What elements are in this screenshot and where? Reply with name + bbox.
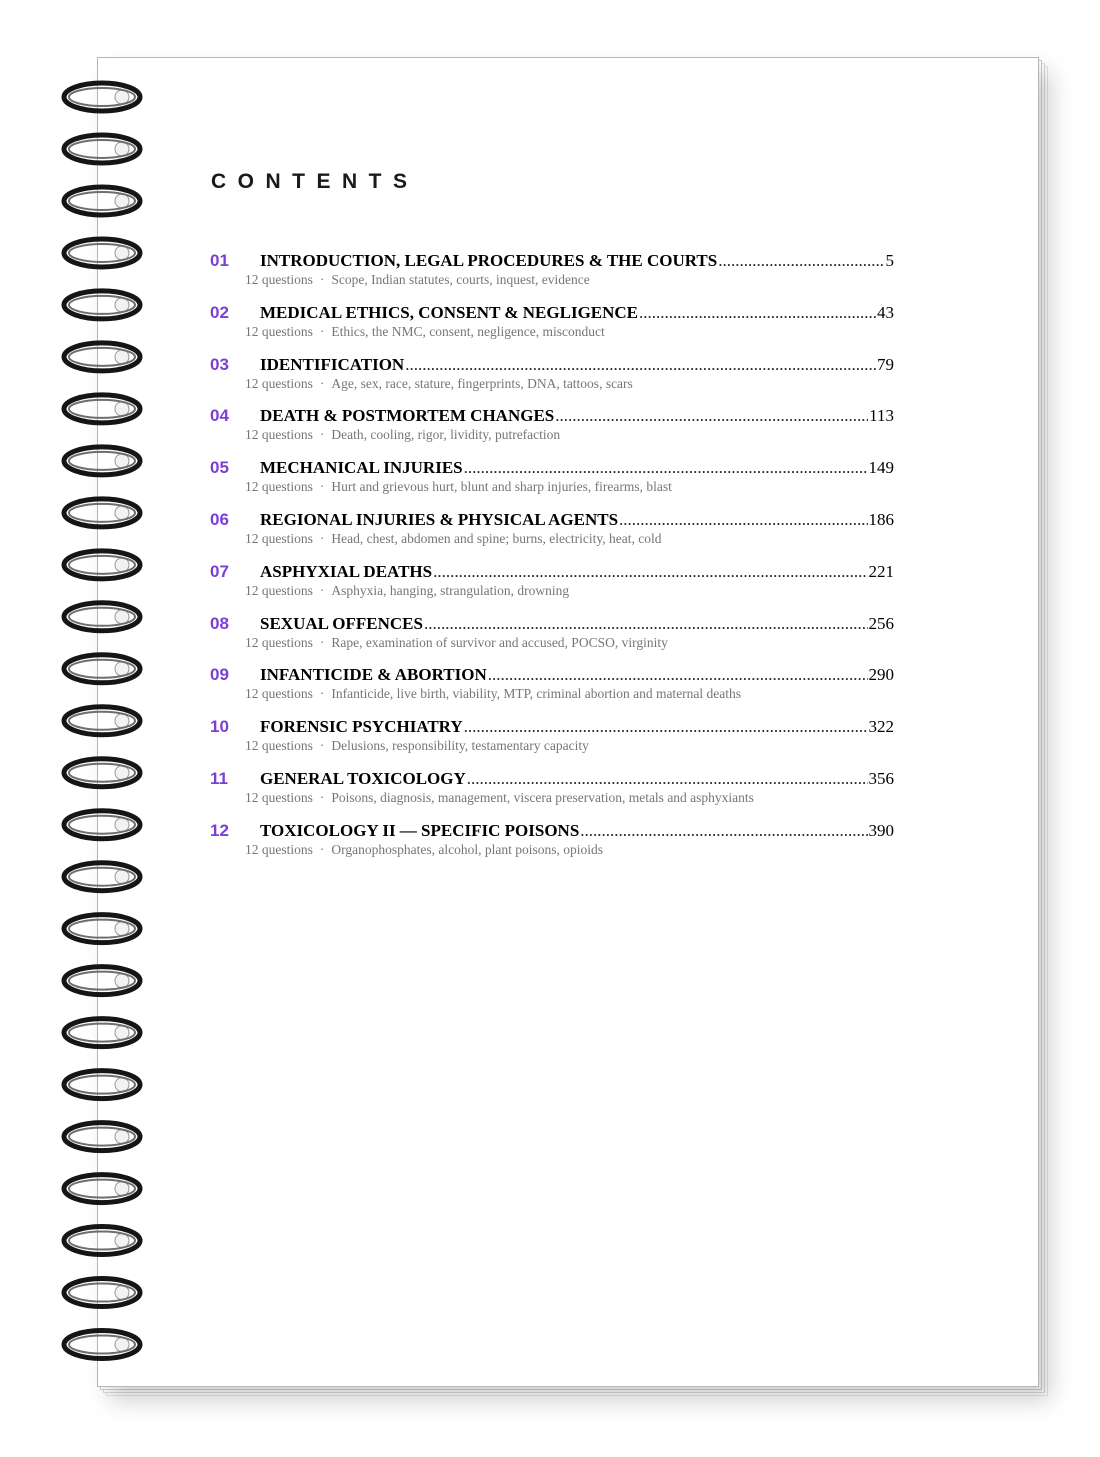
- separator-dot: ·: [319, 738, 325, 754]
- page-number: 149: [868, 458, 894, 478]
- spiral-ring: [64, 83, 140, 111]
- spiral-binding: [55, 78, 155, 1368]
- question-count: 12 questions: [245, 738, 313, 754]
- chapter-title: IDENTIFICATION: [260, 354, 405, 374]
- chapter-title: SEXUAL OFFENCES: [260, 613, 423, 633]
- chapter-number: 05: [210, 458, 229, 478]
- chapter-title: TOXICOLOGY II — SPECIFIC POISONS: [260, 820, 580, 840]
- toc-entry[interactable]: [210, 561, 894, 613]
- dot-leader: [580, 820, 867, 842]
- page-number: 221: [868, 561, 894, 581]
- chapter-summary: [245, 427, 560, 443]
- spiral-ring: [64, 1123, 140, 1151]
- chapter-number: 07: [210, 561, 229, 581]
- toc-entry[interactable]: [210, 509, 894, 561]
- toc-line: [260, 405, 894, 427]
- chapter-title: DEATH & POSTMORTEM CHANGES: [260, 406, 555, 426]
- chapter-summary: [245, 324, 605, 340]
- chapter-title: GENERAL TOXICOLOGY: [260, 768, 466, 788]
- separator-dot: ·: [319, 634, 325, 650]
- spiral-ring: [64, 655, 140, 683]
- chapter-topics: Delusions, responsibility, testamentary capacity: [331, 738, 589, 754]
- chapter-title: MEDICAL ETHICS, CONSENT & NEGLIGENCE: [260, 302, 639, 322]
- toc-entry[interactable]: [210, 354, 894, 406]
- chapter-topics: Head, chest, abdomen and spine; burns, electricity, heat, cold: [331, 530, 662, 546]
- chapter-title: ASPHYXIAL DEATHS: [260, 561, 433, 581]
- spiral-ring: [64, 1175, 140, 1203]
- chapter-number: 11: [210, 768, 228, 788]
- spiral-ring: [64, 1279, 140, 1307]
- page-title: CONTENTS: [211, 170, 419, 193]
- spiral-ring: [64, 187, 140, 215]
- table-of-contents: [210, 250, 894, 872]
- chapter-number: 12: [210, 820, 229, 840]
- chapter-topics: Scope, Indian statutes, courts, inquest, evidence: [331, 272, 590, 287]
- page-number: 322: [868, 717, 894, 737]
- chapter-number: 08: [210, 613, 229, 633]
- chapter-summary: [245, 479, 672, 495]
- spiral-ring: [64, 1227, 140, 1255]
- question-count: 12 questions: [245, 272, 313, 287]
- toc-entry[interactable]: [210, 457, 894, 509]
- chapter-title: FORENSIC PSYCHIATRY: [260, 717, 463, 737]
- question-count: 12 questions: [245, 634, 313, 650]
- chapter-title: INFANTICIDE & ABORTION: [260, 665, 487, 685]
- spiral-ring: [64, 239, 140, 267]
- spiral-ring: [64, 1019, 140, 1047]
- question-count: 12 questions: [245, 582, 313, 598]
- page-number: 290: [868, 665, 894, 685]
- chapter-topics: Death, cooling, rigor, lividity, putrefaction: [331, 427, 561, 443]
- spiral-ring: [64, 603, 140, 631]
- toc-entry[interactable]: [210, 613, 894, 665]
- spiral-ring: [64, 291, 140, 319]
- chapter-summary: [245, 376, 633, 392]
- chapter-topics: Poisons, diagnosis, management, viscera preservation, metals and asphyxiants: [331, 789, 754, 805]
- chapter-summary: [245, 790, 754, 806]
- spiral-ring: [64, 551, 140, 579]
- separator-dot: ·: [319, 582, 325, 598]
- chapter-summary: [245, 842, 603, 858]
- chapter-number: 06: [210, 509, 229, 529]
- toc-entry[interactable]: [210, 405, 894, 457]
- page-number: 256: [868, 613, 894, 633]
- toc-entry[interactable]: [210, 768, 894, 820]
- question-count: 12 questions: [245, 427, 313, 443]
- chapter-summary: [245, 583, 569, 599]
- chapter-summary: [245, 635, 668, 651]
- spiral-ring: [64, 447, 140, 475]
- question-count: 12 questions: [245, 686, 313, 702]
- separator-dot: ·: [319, 427, 325, 443]
- dot-leader: [488, 664, 868, 686]
- page-number: 79: [877, 354, 894, 374]
- dot-leader: [433, 561, 867, 583]
- toc-entry[interactable]: [210, 250, 894, 302]
- chapter-number: 10: [210, 717, 229, 737]
- page-number: 390: [868, 820, 894, 840]
- dot-leader: [464, 457, 868, 479]
- toc-line: [260, 509, 894, 531]
- chapter-topics: Hurt and grievous hurt, blunt and sharp injuries, firearms, blast: [331, 479, 672, 495]
- chapter-number: 09: [210, 665, 229, 685]
- chapter-summary: [245, 738, 589, 754]
- question-count: 12 questions: [245, 789, 313, 805]
- chapter-number: 02: [210, 302, 229, 322]
- dot-leader: [424, 613, 868, 635]
- toc-line: [260, 561, 894, 583]
- toc-line: [260, 613, 894, 635]
- dot-leader: [555, 405, 868, 427]
- page-number: 113: [869, 406, 894, 426]
- spiral-ring: [64, 395, 140, 423]
- separator-dot: ·: [319, 479, 325, 495]
- chapter-title: INTRODUCTION, LEGAL PROCEDURES & THE COURTS: [260, 251, 718, 270]
- dot-leader: [639, 302, 876, 324]
- toc-line: [260, 302, 894, 324]
- separator-dot: ·: [319, 323, 325, 339]
- spiral-ring: [64, 811, 140, 839]
- page-number: 5: [885, 251, 894, 270]
- page-number: 186: [868, 509, 894, 529]
- toc-entry[interactable]: [210, 302, 894, 354]
- toc-entry[interactable]: [210, 716, 894, 768]
- chapter-number: 03: [210, 354, 229, 374]
- spiral-ring: [64, 499, 140, 527]
- question-count: 12 questions: [245, 530, 313, 546]
- spiral-ring: [64, 863, 140, 891]
- chapter-summary: [245, 531, 662, 547]
- spiral-ring: [64, 915, 140, 943]
- separator-dot: ·: [319, 789, 325, 805]
- chapter-title: MECHANICAL INJURIES: [260, 458, 463, 478]
- separator-dot: ·: [319, 375, 325, 391]
- chapter-number: 04: [210, 406, 229, 426]
- dot-leader: [718, 250, 884, 272]
- toc-line: [260, 716, 894, 738]
- page-number: 356: [868, 768, 894, 788]
- spiral-ring: [64, 343, 140, 371]
- dot-leader: [467, 768, 868, 790]
- separator-dot: ·: [319, 530, 325, 546]
- toc-line: [260, 250, 894, 272]
- spiral-ring: [64, 967, 140, 995]
- chapter-topics: Organophosphates, alcohol, plant poisons, opioids: [331, 841, 603, 857]
- chapter-topics: Asphyxia, hanging, strangulation, drowning: [331, 582, 570, 598]
- separator-dot: ·: [319, 272, 325, 287]
- chapter-topics: Rape, examination of survivor and accused, POCSO, virginity: [331, 634, 668, 650]
- question-count: 12 questions: [245, 323, 313, 339]
- toc-line: [260, 664, 894, 686]
- toc-line: [260, 820, 894, 842]
- chapter-number: 01: [210, 251, 229, 270]
- chapter-topics: Ethics, the NMC, consent, negligence, misconduct: [331, 323, 605, 339]
- chapter-summary: [245, 686, 741, 702]
- separator-dot: ·: [319, 686, 325, 702]
- question-count: 12 questions: [245, 479, 313, 495]
- toc-line: [260, 457, 894, 479]
- dot-leader: [464, 716, 868, 738]
- toc-entry[interactable]: [210, 664, 894, 716]
- dot-leader: [619, 509, 867, 531]
- spiral-ring: [64, 707, 140, 735]
- toc-entry[interactable]: [210, 820, 894, 872]
- question-count: 12 questions: [245, 841, 313, 857]
- dot-leader: [405, 354, 876, 376]
- toc-line: [260, 354, 894, 376]
- spiral-ring: [64, 1331, 140, 1359]
- spiral-ring: [64, 759, 140, 787]
- separator-dot: ·: [319, 841, 325, 857]
- question-count: 12 questions: [245, 375, 313, 391]
- chapter-title: REGIONAL INJURIES & PHYSICAL AGENTS: [260, 509, 619, 529]
- spiral-ring: [64, 135, 140, 163]
- toc-line: [260, 768, 894, 790]
- chapter-topics: Infanticide, live birth, viability, MTP, criminal abortion and maternal deaths: [331, 686, 742, 702]
- chapter-summary: [245, 272, 590, 288]
- spiral-ring: [64, 1071, 140, 1099]
- chapter-topics: Age, sex, race, stature, fingerprints, DNA, tattoos, scars: [331, 375, 633, 391]
- page-number: 43: [877, 302, 894, 322]
